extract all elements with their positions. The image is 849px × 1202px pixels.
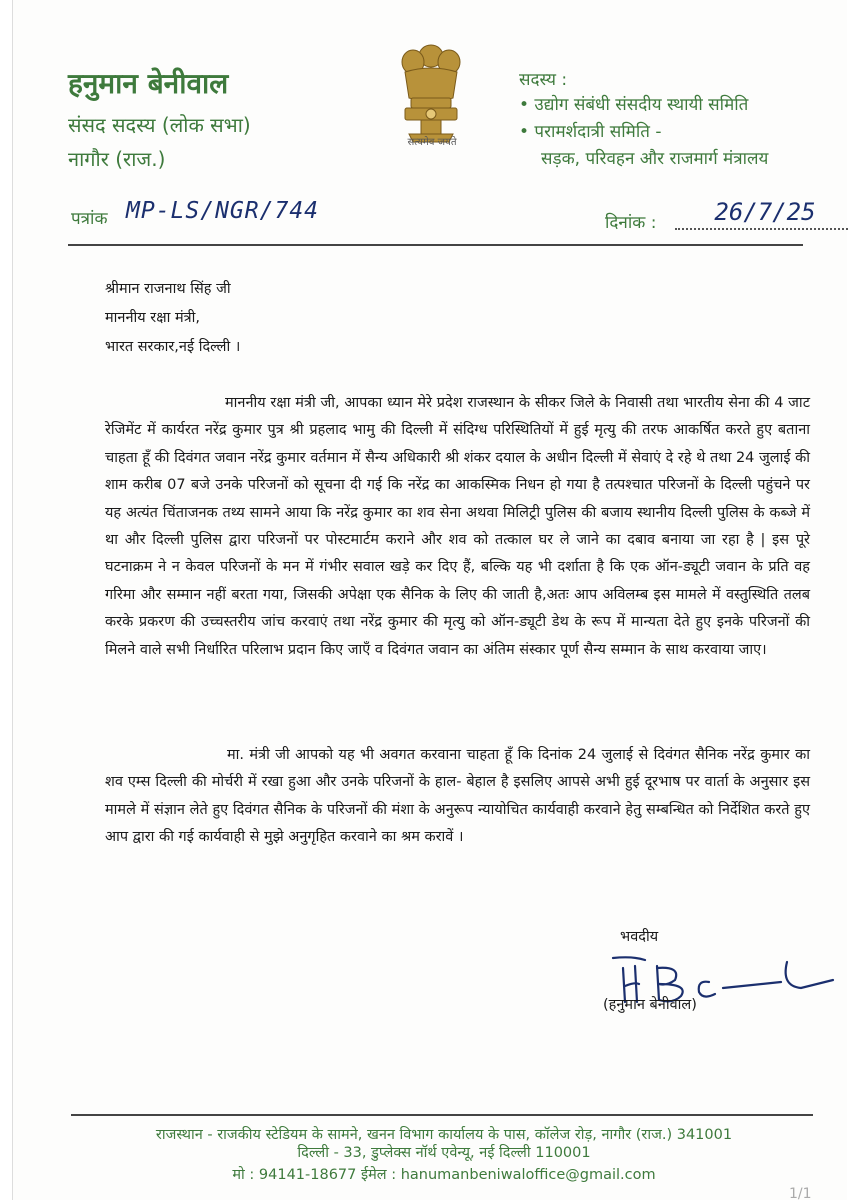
emblem-motto: सत्यमेव जयते (407, 137, 457, 148)
body-paragraph-1: माननीय रक्षा मंत्री जी, आपका ध्यान मेरे प्रदेश राजस्थान के सीकर जिले के निवासी तथा भारतीय सेना की 4 जाट रेजिमेंट में कार्यरत नरेंद्र कुमार पुत्र श्री प्रहलाद भामु की दिल्ली में संदिग्ध परिस्थितियों में हुई मृत्यु की तरफ आकर्षित करते हुए बताना चाहता हूँ की दिवंगत जवान नरेंद्र कुमार वर्तमान में सैन्य अधिकारी श्री शंकर दयाल के अधीन दिल्ली में सेवाएं दे रहे थे तथा 24 जुलाई की शाम करीब 07 बजे उनके परिजनों को सूचना दी गई कि नरेंद्र का आकस्मिक निधन हो गया है तत्पश्चात परिजनों के दिल्ली पहुंचने पर यह अत्यंत चिंताजनक तथ्य सामने आया कि नरेंद्र कुमार का शव सेना अथवा मिलिट्री पुलिस की बजाय स्थानीय दिल्ली पुलिस के कब्जे में था और दिल्ली पुलिस द्वारा परिजनों पर पोस्टमार्टम कराने और शव को तत्काल घर ले जाने का दबाव बनाया जा रहा है | इस पूरे घटनाक्रम ने न केवल परिजनों के मन में गंभीर सवाल खड़े कर दिए हैं, बल्कि यह भी दर्शाता है कि एक ऑन-ड्यूटी जवान के प्रति वह गरिमा और सम्मान नहीं बरता गया, जिसकी अपेक्षा एक सैनिक के लिए की जाती है,अतः आप अविलम्ब इस मामले में वस्तुस्थिति तलब करके प्रकरण की उच्चस्तरीय जांच करवाएं तथा नरेंद्र कुमार की मृत्यु को ऑन-ड्यूटी डेथ के रूप में मान्यता देते हुए इनके परिजनों की मिलने वाले सभी निर्धारित परिलाभ प्रदान किए जाएँ व दिवंगत जवान का अंतिम संस्कार पूर्ण सैन्य सम्मान के साथ करवाया जाए। (105, 395, 810, 658)
committee-1: • उद्योग संबंधी संसदीय स्थायी समिति (519, 95, 749, 115)
signatory-name: (हनुमान बेनीवाल) (603, 997, 697, 1013)
letter-page (12, 0, 847, 1200)
addressee-office: भारत सरकार,नई दिल्ली । (105, 339, 241, 355)
footer-divider (71, 1114, 813, 1116)
addressee-name: श्रीमान राजनाथ सिंह जी (105, 281, 231, 297)
mp-constituency: नागौर (राज.) (68, 147, 166, 171)
committee-2: • परामर्शदात्री समिति - (519, 122, 662, 142)
addressee-block (105, 275, 240, 362)
body-paragraph-2: मा. मंत्री जी आपको यह भी अवगत करवाना चाहता हूँ कि दिनांक 24 जुलाई से दिवंगत सैनिक नरेंद्र कुमार का शव एम्स दिल्ली की मोर्चरी में रखा हुआ और उनके परिजनों के हाल- बेहाल है इसलिए आपसे अभी हुई दूरभाष पर वार्ता के अनुसार इस मामले में संज्ञान लेते हुए दिवंगत सैनिक के परिजनों की मंशा के अनुरूप न्यायोचित कार्यवाही करवाने हेतु सम्बन्धित को निर्देशित करते हुए आप द्वारा की गई कार्यवाही से मुझे अनुगृहित करवाने का श्रम करावें । (105, 747, 810, 846)
reference-number: MP-LS/NGR/744 (126, 198, 320, 224)
reference-label: पत्रांक (71, 209, 108, 229)
mp-designation: संसद सदस्य (लोक सभा) (68, 113, 251, 137)
addressee-title: माननीय रक्षा मंत्री, (105, 310, 201, 326)
member-label: सदस्य : (519, 70, 568, 90)
header-divider (68, 244, 803, 246)
page-indicator: 1/1 (789, 1186, 812, 1202)
closing-salutation: भवदीय (620, 929, 659, 945)
date-value: 26/7/25 (675, 198, 849, 230)
mp-name: हनुमान बेनीवाल (68, 67, 229, 100)
letterhead-right (519, 68, 768, 173)
reference-row (71, 198, 816, 234)
footer-address-delhi: दिल्ली - 33, डुप्लेक्स नॉर्थ एवेन्यू, नई दिल्ली 110001 (297, 1145, 591, 1161)
footer-address-rajasthan: राजस्थान - राजकीय स्टेडियम के सामने, खनन विभाग कार्यालय के पास, कॉलेज रोड़, नागौर (राज.) 341001 (155, 1127, 733, 1143)
footer-contact: मो : 94141-18677 ईमेल : hanumanbeniwaloffice@gmail.com (232, 1167, 656, 1183)
date-label: दिनांक : (605, 213, 657, 233)
letterhead-left (68, 66, 251, 174)
committee-2-continued: सड़क, परिवहन और राजमार्ग मंत्रालय (541, 149, 769, 169)
